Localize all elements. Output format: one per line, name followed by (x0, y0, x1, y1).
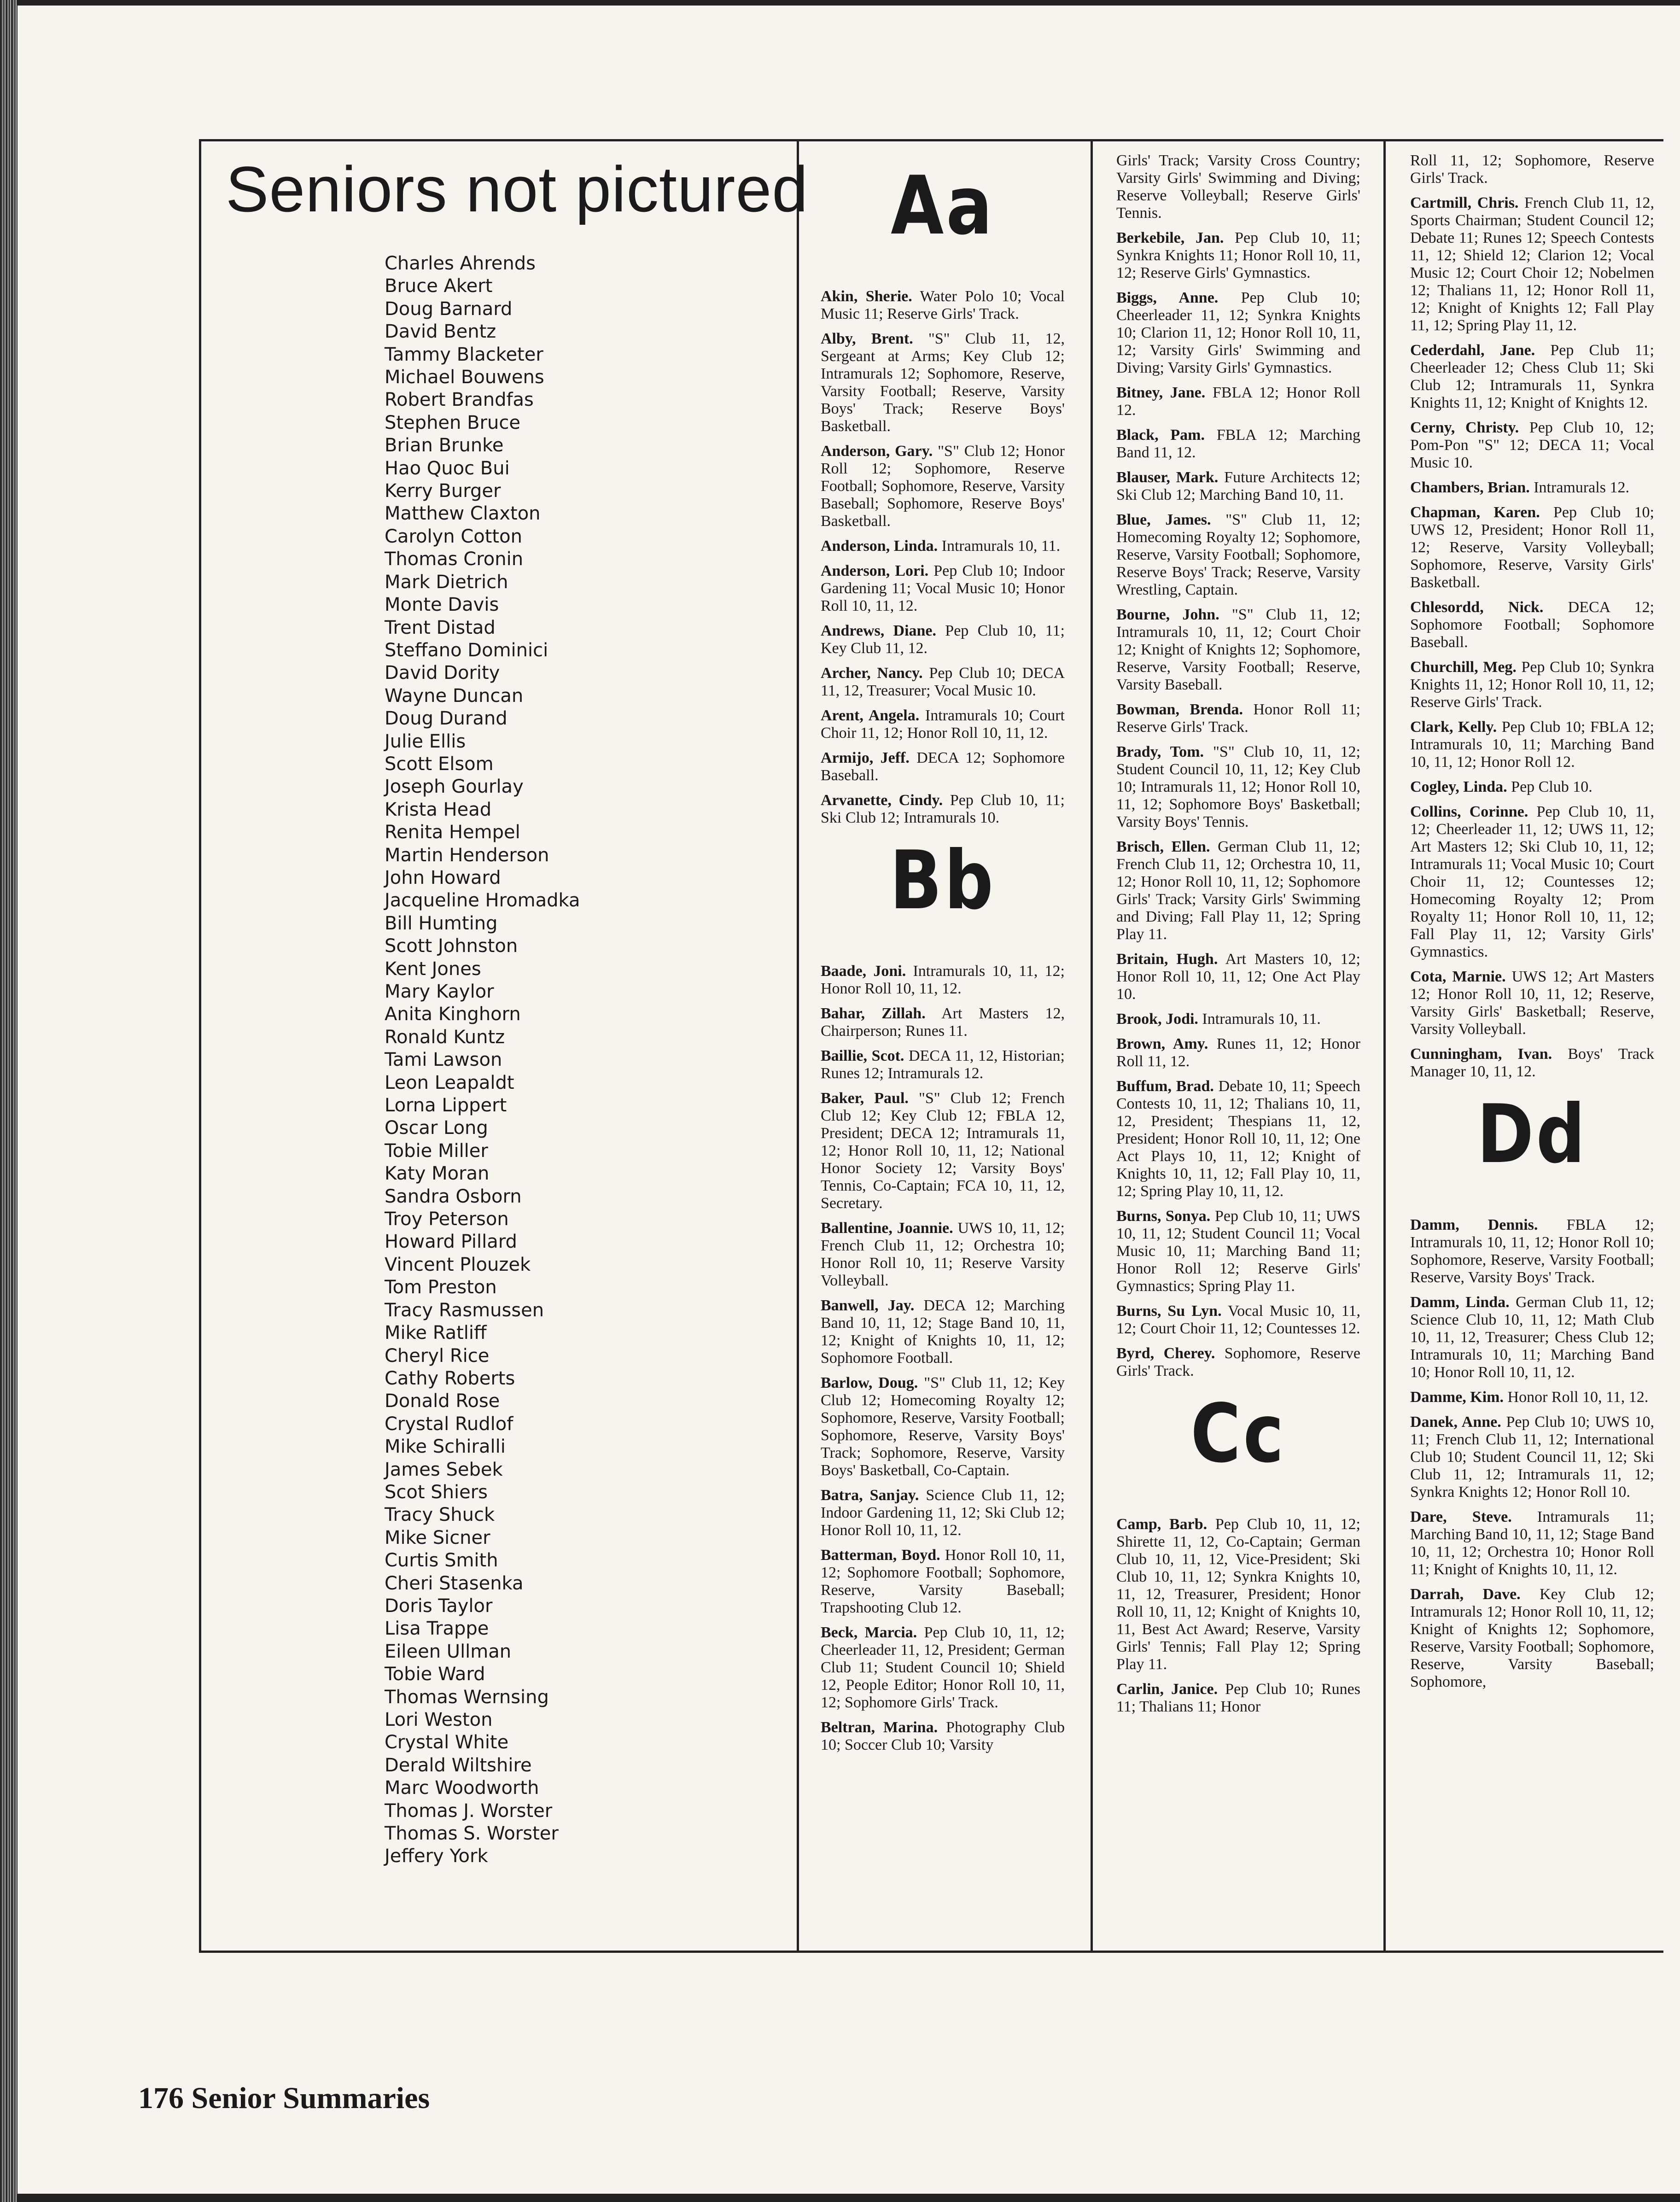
senior-summary-entry (1116, 384, 1360, 419)
senior-name: Charles Ahrends (385, 253, 536, 274)
senior-summary-entry (821, 443, 1065, 530)
senior-name: Thomas Cronin (385, 549, 524, 570)
senior-name: Matthew Claxton (385, 503, 541, 525)
senior-name: Martin Henderson (385, 844, 549, 866)
senior-summary-activities: Pep Club 10; FBLA 12; Intramurals 10, 11; Marching Band 10, 11, 12; Honor Roll 12. (1410, 718, 1654, 771)
senior-summary-entry (821, 707, 1065, 742)
page-title: Seniors not pictured (226, 153, 809, 225)
senior-summary-activities: Boys' Track Manager 10, 11, 12. (1410, 1046, 1654, 1080)
column-divider (1091, 139, 1093, 1953)
senior-summary-name: Burns, Su Lyn. (1116, 1303, 1222, 1320)
senior-summary-entry (1116, 838, 1360, 943)
senior-summary-name: Beck, Marcia. (821, 1624, 917, 1641)
senior-summary-entry (1116, 229, 1360, 282)
senior-summary-entry (1410, 504, 1654, 591)
senior-summary-entry (1410, 1216, 1654, 1286)
senior-summary-entry (821, 1487, 1065, 1539)
senior-summary-name: Dare, Steve. (1410, 1508, 1512, 1525)
senior-summary-entry (1410, 152, 1654, 187)
senior-summary-name: Batra, Sanjay. (821, 1487, 919, 1504)
senior-summary-activities: Honor Roll 10, 11, 12; Sophomore Football; Sophomore, Reserve, Varsity Baseball; Trapshooting Club 12. (821, 1547, 1065, 1616)
senior-name: Howard Pillard (385, 1231, 517, 1253)
senior-summary-name: Baade, Joni. (821, 963, 906, 980)
senior-summary-activities: Pep Club 10; Synkra Knights 11, 12; Honor Roll 10, 11, 12; Reserve Girls' Track. (1410, 659, 1654, 711)
senior-summary-entry (1410, 1046, 1654, 1081)
senior-summary-name: Bowman, Brenda. (1116, 701, 1243, 718)
senior-summary-activities: Pep Club 10, 11; UWS 10, 11, 12; Student Council 11; Vocal Music 10, 11; Marching Band 11; Honor Roll 12; Reserve Girls' Gymnastics; Spring Play 11. (1116, 1208, 1360, 1295)
senior-summary-name: Arvanette, Cindy. (821, 792, 943, 809)
senior-summary-entry (821, 1220, 1065, 1290)
senior-summary-entry (1410, 1389, 1654, 1406)
section-name: Senior Summaries (191, 2081, 430, 2115)
senior-summary-entry (821, 1719, 1065, 1754)
senior-summary-name: Bourne, John. (1116, 606, 1219, 623)
senior-summary-entry (821, 1547, 1065, 1617)
senior-name: Marc Woodworth (385, 1777, 539, 1799)
summary-column-3 (1410, 152, 1654, 1698)
senior-summary-activities: Intramurals 10, 11, 12; Honor Roll 10, 11, 12. (821, 963, 1065, 997)
page-footer (138, 2081, 430, 2116)
senior-summary-entry (1116, 951, 1360, 1003)
senior-summary-entry (821, 288, 1065, 323)
senior-name: Doug Barnard (385, 298, 513, 320)
senior-summary-activities: Pep Club 10, 11, 12; Cheerleader 11, 12, President; German Club 11; Student Council 10; Shield 12, People Editor; Honor Roll 10, 11, 12; Sophomore Girls' Track. (821, 1624, 1065, 1711)
senior-summary-name: Cerny, Christy. (1410, 419, 1519, 436)
senior-summary-entry (1410, 599, 1654, 651)
senior-summary-activities: Honor Roll 10, 11, 12. (1504, 1389, 1649, 1406)
senior-name: Troy Peterson (385, 1209, 509, 1230)
senior-summary-name: Bahar, Zillah. (821, 1005, 926, 1022)
senior-summary-entry (821, 1297, 1065, 1367)
senior-summary-name: Clark, Kelly. (1410, 718, 1497, 736)
senior-summary-entry (1410, 1413, 1654, 1501)
senior-summary-name: Barlow, Doug. (821, 1374, 918, 1391)
senior-summary-activities: DECA 12; Marching Band 10, 11, 12; Stage Band 10, 11, 12; Knight of Knights 10, 11, 12; Sophomore Football. (821, 1297, 1065, 1367)
senior-summary-entry (1116, 743, 1360, 831)
senior-summary-entry (1116, 289, 1360, 377)
senior-summary-activities: French Club 11, 12, Sports Chairman; Student Council 12; Debate 11; Runes 12; Speech Contests 11, 12; Shield 12; Clarion 12; Vocal Music 12; Court Choir 12; Nobelmen 12; Thalians 11, 12; Honor Roll 11, 12; Knight of Knights 12; Fall Play 11, 12; Spring Play 11, 12. (1410, 194, 1655, 334)
senior-name: Kent Jones (385, 958, 481, 980)
section-letter: Bb (889, 834, 996, 928)
senior-name: Leon Leapaldt (385, 1072, 514, 1093)
senior-summary-name: Damm, Dennis. (1410, 1216, 1538, 1233)
senior-summary-activities: Pep Club 10. (1507, 778, 1592, 795)
senior-summary-entry (821, 792, 1065, 827)
senior-name: Mary Kaylor (385, 981, 494, 1002)
senior-name: Mark Dietrich (385, 571, 508, 593)
senior-name: Brian Brunke (385, 435, 504, 456)
senior-summary-activities: DECA 12; Sophomore Baseball. (821, 749, 1065, 784)
senior-name: Bill Humting (385, 912, 498, 934)
senior-summary-name: Cota, Marnie. (1410, 968, 1506, 985)
senior-summary-entry (821, 749, 1065, 784)
senior-name: Curtis Smith (385, 1550, 498, 1571)
senior-summary-name: Britain, Hugh. (1116, 951, 1218, 968)
senior-summary-activities: Science Club 11, 12; Indoor Gardening 11, 12; Ski Club 12; Honor Roll 10, 11, 12. (821, 1487, 1065, 1539)
seniors-not-pictured-list (385, 252, 776, 1868)
senior-summary-activities: Intramurals 10; Court Choir 11, 12; Honor Roll 10, 11, 12. (821, 707, 1065, 742)
senior-name: Doug Durand (385, 708, 508, 730)
senior-name: Mike Sicner (385, 1527, 490, 1548)
senior-summary-activities: German Club 11, 12; French Club 11, 12; Orchestra 10, 11, 12; Honor Roll 10, 11, 12; Sophomore Girls' Track; Varsity Girls' Swimming and Diving; Fall Play 11, 12; Spring Play 11. (1116, 838, 1360, 943)
senior-summary-name: Archer, Nancy. (821, 665, 923, 682)
senior-name: Robert Brandfas (385, 389, 534, 411)
summary-column-1 (821, 152, 1065, 1761)
senior-name: Mike Schiralli (385, 1436, 506, 1458)
senior-summary-activities: Pep Club 10, 11; Key Club 11, 12. (821, 622, 1065, 657)
senior-summary-name: Chapman, Karen. (1410, 504, 1540, 521)
senior-summary-name: Bitney, Jane. (1116, 384, 1206, 401)
senior-summary-activities: Pep Club 10; DECA 11, 12, Treasurer; Vocal Music 10. (821, 665, 1065, 699)
senior-name: David Dority (385, 662, 500, 684)
senior-name: Carolyn Cotton (385, 526, 522, 547)
senior-name: Tobie Ward (385, 1664, 485, 1685)
senior-summary-activities: "S" Club 11, 12, Sergeant at Arms; Key Club 12; Intramurals 12; Sophomore, Reserve, Varsity Football; Reserve, Varsity Boys' Track; Reserve Boys' Basketball. (821, 330, 1065, 435)
senior-summary-activities: UWS 10, 11, 12; French Club 11, 12; Orchestra 10; Honor Roll 10, 11; Reserve Varsity Volleyball. (821, 1220, 1065, 1289)
senior-summary-entry (1410, 803, 1654, 961)
senior-summary-activities: Pep Club 10, 11, 12; Shirette 11, 12, Co-Captain; German Club 10, 11, 12, Vice-President; Ski Club 10, 11, 12; Synkra Knights 10, 11, 12, Treasurer, President; Honor Roll 10, 11, 12; Knight of Knights 10, 11, Best Act Award; Reserve, Varsity Girls' Tennis; Fall Play 12; Spring Play 11. (1116, 1516, 1360, 1673)
senior-summary-name: Berkebile, Jan. (1116, 229, 1224, 246)
senior-summary-entry (821, 562, 1065, 615)
senior-name: Julie Ellis (385, 730, 466, 752)
senior-summary-activities: Pep Club 10; UWS 12, President; Honor Roll 11, 12; Reserve, Varsity Volleyball; Sophomore, Reserve, Varsity Girls' Basketball. (1410, 504, 1654, 591)
senior-name: Cheri Stasenka (385, 1572, 524, 1594)
senior-summary-activities: Pep Club 10; Runes 11; Thalians 11; Honor (1116, 1681, 1360, 1715)
senior-summary-name: Carlin, Janice. (1116, 1681, 1218, 1698)
senior-summary-activities: "S" Club 10, 11, 12; Student Council 10, 11, 12; Key Club 10; Intramurals 11, 12; Honor Roll 10, 11, 12; Sophomore Boys' Basketball; Varsity Boys' Tennis. (1116, 743, 1360, 830)
senior-summary-activities: Pep Club 10, 12; Pom-Pon "S" 12; DECA 11; Vocal Music 10. (1410, 419, 1654, 471)
senior-summary-activities: "S" Club 11, 12; Homecoming Royalty 12; Sophomore, Reserve, Varsity Football; Sophomore, Reserve Boys' Track; Reserve, Varsity Wrestling, Captain. (1116, 511, 1360, 598)
senior-summary-activities: Pep Club 10, 11, 12; Cheerleader 11, 12; UWS 11, 12; Art Masters 12; Ski Club 10, 11, 12; Intramurals 11; Vocal Music 10; Court Choir 11, 12; Countesses 12; Homecoming Royalty 12; Prom Royalty 11; Honor Roll 10, 11, 12; Fall Play 11, 12; Varsity Girls' Gymnastics. (1410, 803, 1654, 960)
senior-name: Lisa Trappe (385, 1618, 489, 1640)
senior-summary-entry (821, 1374, 1065, 1479)
senior-summary-entry (821, 1047, 1065, 1082)
senior-name: Crystal Rudlof (385, 1413, 513, 1435)
senior-summary-activities: "S" Club 12; French Club 12; Key Club 12; FBLA 12, President; DECA 12; Intramurals 11, 12; Honor Roll 10, 11, 12; National Honor Society 12; Varsity Boys' Tennis, Co-Captain; FCA 10, 11, 12, Secretary. (821, 1090, 1065, 1212)
senior-summary-name: Damm, Linda. (1410, 1294, 1510, 1311)
senior-name: Thomas Wernsing (385, 1686, 549, 1708)
book-binding (0, 0, 18, 2202)
page-number: 176 (138, 2081, 184, 2115)
senior-summary-activities: FBLA 12; Honor Roll 12. (1116, 384, 1360, 419)
senior-name: Joseph Gourlay (385, 776, 524, 798)
senior-summary-name: Andrews, Diane. (821, 622, 937, 639)
senior-summary-name: Beltran, Marina. (821, 1719, 938, 1736)
section-letter: Aa (891, 159, 995, 253)
senior-summary-name: Darrah, Dave. (1410, 1586, 1521, 1603)
senior-summary-entry (1116, 1010, 1360, 1028)
senior-summary-activities: Honor Roll 11; Reserve Girls' Track. (1116, 701, 1360, 736)
senior-summary-activities: Intramurals 10, 11. (938, 537, 1061, 555)
senior-summary-entry (821, 963, 1065, 998)
senior-summary-name: Akin, Sherie. (821, 288, 912, 305)
senior-summary-entry (1410, 479, 1654, 496)
senior-name: Jeffery York (385, 1846, 488, 1867)
senior-summary-entry (821, 537, 1065, 555)
senior-summary-name: Armijo, Jeff. (821, 749, 910, 766)
senior-summary-name: Ballentine, Joannie. (821, 1220, 953, 1237)
senior-name: Thomas J. Worster (385, 1800, 553, 1822)
senior-name: Tracy Rasmussen (385, 1299, 544, 1321)
senior-summary-entry (821, 1624, 1065, 1711)
senior-summary-entry (1116, 1303, 1360, 1338)
senior-summary-name: Anderson, Gary. (821, 443, 933, 460)
senior-summary-entry (1410, 194, 1654, 334)
senior-name: Scott Elsom (385, 753, 494, 775)
senior-summary-activities: Vocal Music 10, 11, 12; Court Choir 11, 12; Countesses 12. (1116, 1303, 1360, 1337)
senior-summary-entry (821, 1090, 1065, 1212)
senior-summary-entry (1116, 701, 1360, 736)
column-divider (1383, 139, 1386, 1953)
senior-name: Bruce Akert (385, 275, 493, 297)
senior-name: Krista Head (385, 799, 492, 820)
senior-summary-entry (1116, 1208, 1360, 1295)
senior-summary-entry (1116, 511, 1360, 599)
senior-summary-name: Blue, James. (1116, 511, 1211, 528)
senior-summary-entry (1410, 419, 1654, 472)
senior-name: Cheryl Rice (385, 1345, 490, 1367)
senior-name: Trent Distad (385, 617, 496, 638)
senior-name: Oscar Long (385, 1117, 488, 1139)
senior-summary-activities: Key Club 12; Intramurals 12; Honor Roll 10, 11, 12; Knight of Knights 12; Sophomore, Reserve, Varsity Football; Sophomore, Reserve, Varsity Baseball; Sophomore, (1410, 1586, 1654, 1690)
senior-summary-activities: Pep Club 11; Cheerleader 12; Chess Club 11; Ski Club 12; Intramurals 11, Synkra Knights 11, 12; Knight of Knights 12. (1410, 342, 1654, 411)
senior-name: Crystal White (385, 1732, 509, 1753)
senior-summary-activities: FBLA 12; Marching Band 11, 12. (1116, 426, 1360, 461)
senior-summary-name: Brisch, Ellen. (1116, 838, 1210, 855)
senior-summary-name: Cogley, Linda. (1410, 778, 1507, 795)
senior-name: Scott Johnston (385, 935, 518, 957)
senior-summary-activities: Pep Club 10; Cheerleader 11, 12; Synkra Knights 10; Clarion 11, 12; Honor Roll 10, 11, 12; Varsity Girls' Swimming and Diving; Varsity Girls' Gymnastics. (1116, 289, 1360, 376)
senior-summary-name: Biggs, Anne. (1116, 289, 1219, 306)
senior-summary-entry (1116, 1345, 1360, 1380)
senior-summary-activities: Art Masters 12, Chairperson; Runes 11. (821, 1005, 1065, 1040)
senior-summary-activities: Intramurals 10, 11. (1198, 1010, 1321, 1028)
summary-column-2 (1116, 152, 1360, 1723)
senior-name: Sandra Osborn (385, 1186, 522, 1207)
senior-summary-name: Baillie, Scot. (821, 1047, 904, 1064)
senior-summary-entry (1410, 778, 1654, 796)
senior-summary-activities: Intramurals 12. (1529, 479, 1629, 496)
senior-summary-activities: Pep Club 10; UWS 10, 11; French Club 11, 12; International Club 10; Student Council 11, 12; Ski Club 11, 12; Intramurals 11, 12; Synkra Knights 12; Honor Roll 10. (1410, 1413, 1654, 1501)
senior-summary-entry (1410, 968, 1654, 1038)
senior-summary-entry (1116, 1516, 1360, 1673)
senior-name: Michael Bouwens (385, 367, 544, 388)
senior-summary-name: Brown, Amy. (1116, 1035, 1208, 1052)
senior-summary-activities: "S" Club 12; Honor Roll 12; Sophomore, Reserve Football; Sophomore, Reserve, Varsity Baseball; Sophomore, Reserve Boys' Basketball. (821, 443, 1065, 530)
senior-summary-activities: Water Polo 10; Vocal Music 11; Reserve Girls' Track. (821, 288, 1065, 322)
senior-summary-entry (1116, 426, 1360, 461)
senior-summary-activities: DECA 11, 12, Historian; Runes 12; Intramurals 12. (821, 1047, 1065, 1082)
senior-name: Monte Davis (385, 594, 499, 616)
senior-name: Thomas S. Worster (385, 1823, 559, 1845)
senior-summary-activities: Photography Club 10; Soccer Club 10; Varsity (821, 1719, 1065, 1753)
senior-summary-name: Arent, Angela. (821, 707, 920, 724)
bottom-rule (18, 2194, 1680, 2202)
senior-summary-activities: Runes 11, 12; Honor Roll 11, 12. (1116, 1035, 1360, 1070)
senior-summary-name: Danek, Anne. (1410, 1413, 1501, 1431)
senior-summary-name: Anderson, Lori. (821, 562, 929, 579)
senior-summary-entry (1116, 1035, 1360, 1070)
senior-name: Mike Ratliff (385, 1322, 487, 1344)
senior-summary-entry (821, 1005, 1065, 1040)
senior-summary-activities: Pep Club 10, 11; Ski Club 12; Intramurals 10. (821, 792, 1065, 826)
senior-summary-activities: UWS 12; Art Masters 12; Honor Roll 10, 11, 12; Reserve, Varsity Girls' Basketball; Reserve, Varsity Volleyball. (1410, 968, 1654, 1038)
senior-name: Tobie Miller (385, 1140, 488, 1162)
senior-summary-name: Buffum, Brad. (1116, 1078, 1214, 1095)
senior-summary-name: Chambers, Brian. (1410, 479, 1530, 496)
senior-summary-entry (1116, 606, 1360, 694)
senior-summary-entry (1410, 659, 1654, 711)
senior-name: Scot Shiers (385, 1481, 488, 1503)
senior-summary-activities: German Club 11, 12; Science Club 10, 11, 12; Math Club 10, 11, 12, Treasurer; Chess Club 12; Intramurals 10, 11; Marching Band 10; Honor Roll 10, 11, 12. (1410, 1294, 1655, 1381)
senior-summary-name: Byrd, Cherey. (1116, 1345, 1215, 1362)
top-rule (18, 0, 1680, 6)
senior-name: Renita Hempel (385, 822, 520, 843)
senior-name: Lorna Lippert (385, 1095, 507, 1116)
senior-summary-activities: FBLA 12; Intramurals 10, 11, 12; Honor Roll 10; Sophomore, Reserve, Varsity Football; Reserve, Varsity Boys' Track. (1410, 1216, 1655, 1286)
senior-summary-entry (1116, 1681, 1360, 1716)
section-letter: Dd (1476, 1088, 1588, 1181)
senior-name: Tammy Blacketer (385, 344, 543, 365)
senior-name: Tracy Shuck (385, 1504, 495, 1526)
senior-name: Stephen Bruce (385, 412, 520, 433)
senior-summary-name: Cartmill, Chris. (1410, 194, 1519, 211)
senior-summary-name: Brook, Jodi. (1116, 1010, 1198, 1028)
senior-name: Jacqueline Hromadka (385, 890, 580, 911)
senior-name: Tom Preston (385, 1277, 497, 1298)
senior-summary-entry (1116, 1078, 1360, 1200)
senior-name: Donald Rose (385, 1390, 500, 1412)
senior-name: John Howard (385, 867, 501, 888)
senior-summary-entry (1410, 1586, 1654, 1691)
senior-summary-name: Batterman, Boyd. (821, 1547, 940, 1564)
senior-name: Cathy Roberts (385, 1367, 515, 1389)
section-letter: Cc (1190, 1387, 1286, 1481)
senior-summary-activities: Future Architects 12; Ski Club 12; Marching Band 10, 11. (1116, 469, 1360, 503)
senior-summary-entry (1116, 469, 1360, 504)
senior-summary-activities: Roll 11, 12; Sophomore, Reserve Girls' Track. (1410, 152, 1654, 187)
senior-name: Katy Moran (385, 1163, 490, 1185)
senior-summary-entry (1410, 1508, 1654, 1578)
senior-summary-name: Damme, Kim. (1410, 1389, 1504, 1406)
senior-summary-name: Chlesordd, Nick. (1410, 599, 1544, 616)
senior-summary-name: Cederdahl, Jane. (1410, 342, 1535, 359)
senior-summary-activities: Pep Club 10, 11; Synkra Knights 11; Honor Roll 10, 11, 12; Reserve Girls' Gymnastics. (1116, 229, 1360, 281)
senior-summary-name: Cunningham, Ivan. (1410, 1046, 1552, 1063)
senior-summary-activities: Sophomore, Reserve Girls' Track. (1116, 1345, 1360, 1379)
senior-summary-name: Brady, Tom. (1116, 743, 1204, 760)
senior-name: Tami Lawson (385, 1049, 502, 1071)
senior-summary-name: Black, Pam. (1116, 426, 1205, 444)
senior-summary-activities: "S" Club 11, 12; Key Club 12; Homecoming Royalty 12; Sophomore, Reserve, Varsity Football; Sophomore, Reserve, Varsity Boys' Track; Sophomore, Reserve, Varsity Boys' Basketball, Co-Captain. (821, 1374, 1065, 1479)
senior-summary-name: Anderson, Linda. (821, 537, 938, 555)
senior-name: Hao Quoc Bui (385, 457, 510, 479)
senior-summary-activities: "S" Club 11, 12; Intramurals 10, 11, 12; Court Choir 12; Knight of Knights 12; Sophomore, Reserve, Varsity Football; Reserve, Varsity Baseball. (1116, 606, 1360, 693)
senior-name: David Bentz (385, 321, 496, 343)
column-divider (797, 139, 799, 1953)
senior-summary-activities: DECA 12; Sophomore Football; Sophomore Baseball. (1410, 599, 1655, 651)
senior-summary-entry (821, 330, 1065, 435)
senior-summary-activities: Intramurals 11; Marching Band 10, 11, 12; Stage Band 10, 11, 12; Orchestra 10; Honor Roll 11; Knight of Knights 10, 11, 12. (1410, 1508, 1654, 1578)
senior-summary-name: Banwell, Jay. (821, 1297, 915, 1314)
senior-summary-activities: Debate 10, 11; Speech Contests 10, 11, 12; Thalians 10, 11, 12, President; Thespians 11, 12, President; Honor Roll 10, 11, 12; One Act Plays 10, 11, 12; Knight of Knights 10, 11, 12; Fall Play 10, 11, 12; Spring Play 10, 11, 12. (1116, 1078, 1361, 1200)
senior-summary-entry (1116, 152, 1360, 222)
senior-name: Doris Taylor (385, 1595, 493, 1617)
senior-name: Kerry Burger (385, 480, 501, 502)
senior-name: Anita Kinghorn (385, 1004, 521, 1025)
senior-summary-name: Collins, Corinne. (1410, 803, 1528, 820)
senior-name: Vincent Plouzek (385, 1254, 531, 1275)
senior-summary-activities: Girls' Track; Varsity Cross Country; Varsity Girls' Swimming and Diving; Reserve Volleyball; Reserve Girls' Tennis. (1116, 152, 1360, 222)
senior-summary-entry (821, 665, 1065, 700)
senior-summary-entry (821, 622, 1065, 657)
senior-name: James Sebek (385, 1459, 503, 1480)
senior-summary-activities: Art Masters 10, 12; Honor Roll 10, 11, 12; One Act Play 10. (1116, 951, 1360, 1003)
senior-summary-activities: Pep Club 10; Indoor Gardening 11; Vocal Music 10; Honor Roll 10, 11, 12. (821, 562, 1065, 614)
senior-summary-entry (1410, 1294, 1654, 1381)
senior-name: Ronald Kuntz (385, 1026, 505, 1048)
senior-summary-entry (1410, 718, 1654, 771)
senior-summary-name: Blauser, Mark. (1116, 469, 1219, 486)
senior-name: Eileen Ullman (385, 1641, 512, 1662)
senior-summary-name: Churchill, Meg. (1410, 659, 1517, 676)
senior-name: Derald Wiltshire (385, 1754, 532, 1776)
senior-name: Steffano Dominici (385, 639, 548, 661)
senior-summary-name: Baker, Paul. (821, 1090, 909, 1107)
senior-summary-entry (1410, 342, 1654, 412)
senior-summary-name: Camp, Barb. (1116, 1516, 1208, 1533)
senior-summary-name: Burns, Sonya. (1116, 1208, 1211, 1225)
senior-name: Lori Weston (385, 1709, 493, 1730)
senior-summary-name: Alby, Brent. (821, 330, 913, 347)
senior-name: Wayne Duncan (385, 685, 524, 707)
